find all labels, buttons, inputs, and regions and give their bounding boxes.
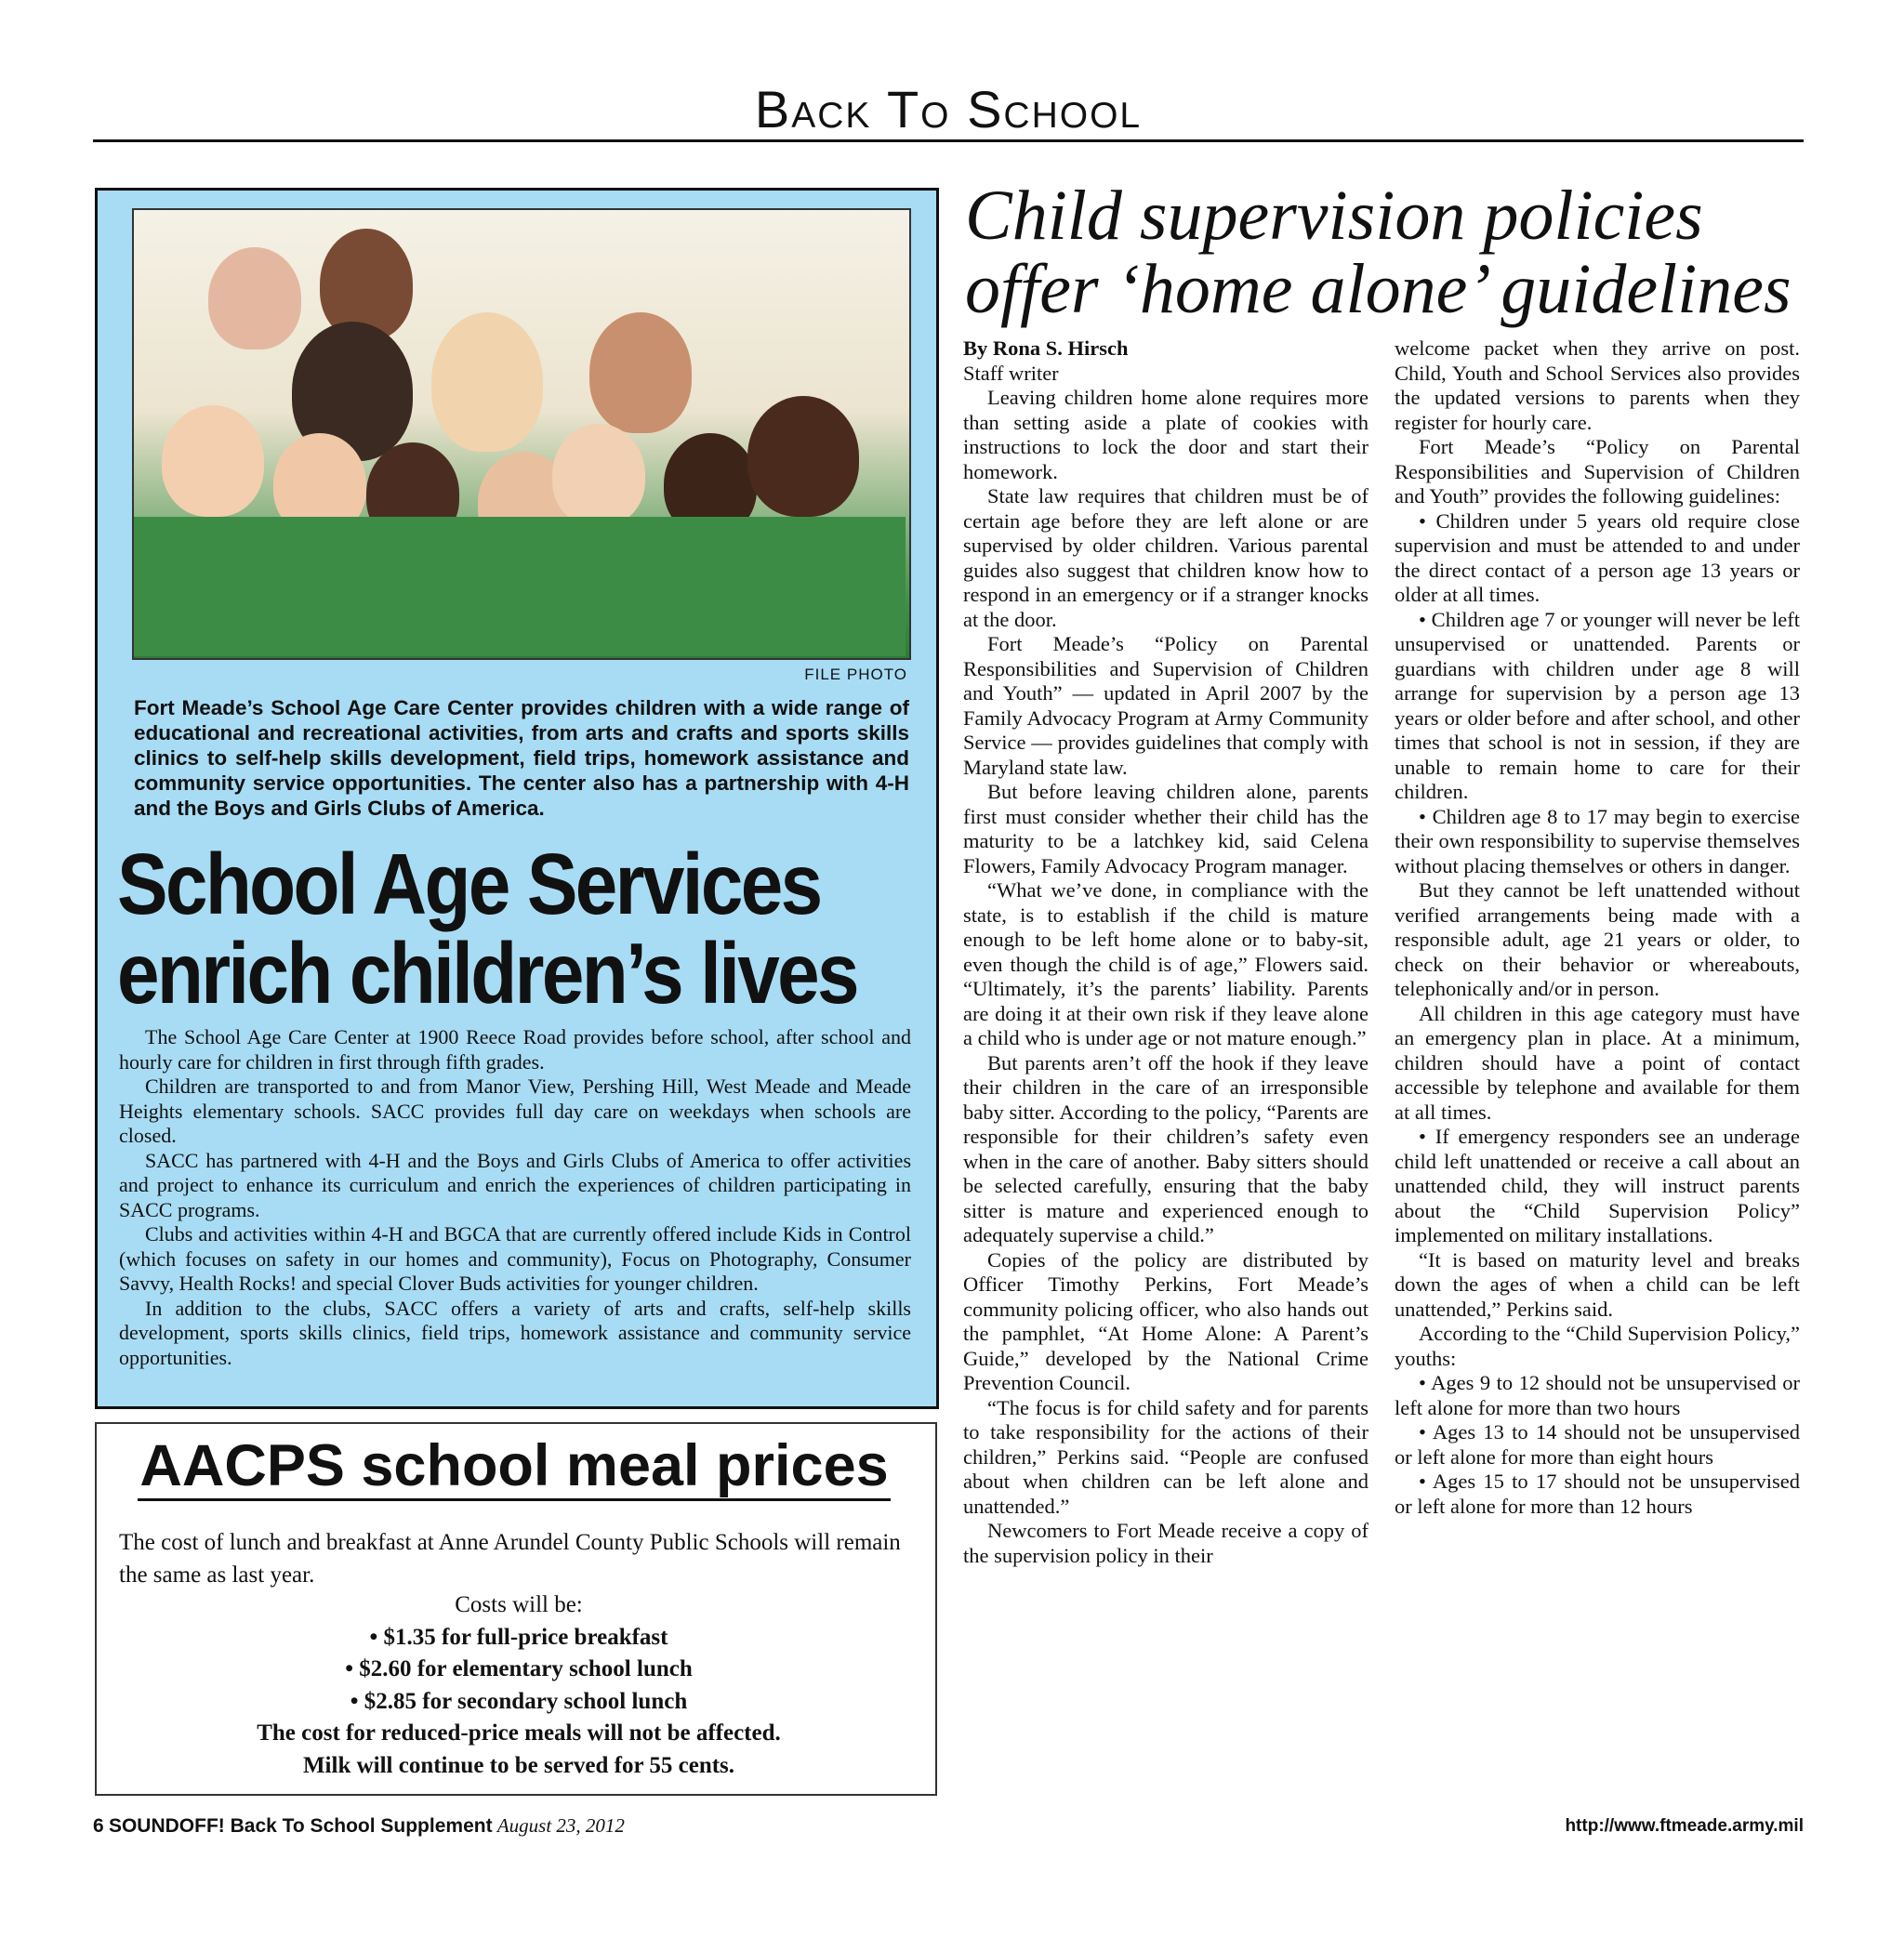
article-column-2 bbox=[1395, 336, 1800, 1519]
article-headline-line2: offer ‘home alone’ guidelines bbox=[965, 250, 1792, 328]
sidebar-paragraph: SACC has partnered with 4-H and the Boys and Girls Clubs of America to offer activities and project to enhance its curriculum and enrich the experiences of children participating in SACC programs. bbox=[119, 1148, 911, 1221]
children-group-photo bbox=[132, 208, 911, 660]
guideline-item: • If emergency responders see an underage child left unattended or receive a call about an unattended child, they will instruct parents about the “Child Supervision Policy” implemented on military installations. bbox=[1395, 1125, 1800, 1246]
article-paragraph: According to the “Child Supervision Policy,” youths: bbox=[1395, 1322, 1800, 1370]
meal-intro: The cost of lunch and breakfast at Anne Arundel County Public Schools will remain the same as last year. bbox=[119, 1530, 901, 1588]
meal-costs bbox=[119, 1589, 919, 1782]
article-paragraph: Fort Meade’s “Policy on Parental Responsibilities and Supervision of Children and Youth” provides the following guidelines: bbox=[1395, 435, 1800, 508]
sidebar-headline bbox=[117, 836, 857, 1022]
byline-role: Staff writer bbox=[963, 361, 1059, 385]
age-guideline: • Ages 13 to 14 should not be unsupervised or left alone for more than eight hours bbox=[1395, 1420, 1800, 1469]
article-paragraph: “What we’ve done, in compliance with the state, is to establish if the child is mature enough to be left home alone or to baby-sit, even though the child is of age,” Flowers said. “Ultimately, it’s the parents’ liability. Parents are doing it at their own risk if they leave alone a child who is under age or not mature enough.” bbox=[963, 878, 1368, 1049]
reduced-price-note: The cost for reduced-price meals will not be affected. bbox=[257, 1720, 781, 1746]
sidebar-headline-line1: School Age Services bbox=[117, 836, 821, 932]
article-paragraph: Newcomers to Fort Meade receive a copy of the supervision policy in their bbox=[963, 1519, 1368, 1567]
article-paragraph: Fort Meade’s “Policy on Parental Responsibilities and Supervision of Children and Youth” — updated in April 2007 by the Family Advocacy Program at Army Community Service — provides guidelines that comply with Maryland state law. bbox=[963, 632, 1368, 779]
age-guideline: • Ages 15 to 17 should not be unsupervised or left alone for more than 12 hours bbox=[1395, 1470, 1800, 1518]
publication-date: August 23, 2012 bbox=[496, 1814, 625, 1837]
price-item: • $2.85 for secondary school lunch bbox=[350, 1688, 688, 1714]
article-column-1 bbox=[963, 336, 1368, 1568]
sidebar-paragraph: In addition to the clubs, SACC offers a variety of arts and crafts, self-help skills development, sports skills clinics, field trips, homework assistance and community service opportunities. bbox=[119, 1296, 911, 1369]
milk-note: Milk will continue to be served for 55 cents. bbox=[302, 1752, 735, 1778]
article-paragraph: But parents aren’t off the hook if they leave their children in the care of an irresponsible baby sitter. According to the policy, “Parents are responsible for their children’s safety even when in the care of another. Baby sitters should be selected carefully, ensuring that the baby sitter is mature and experienced enough to adequately supervise a child.” bbox=[963, 1050, 1368, 1246]
byline: By Rona S. Hirsch bbox=[963, 336, 1129, 360]
article-paragraph: But they cannot be left unattended without verified arrangements being made with a responsible adult, age 21 years or older, to check on their behavior or whereabouts, telephonically and/or in person. bbox=[1395, 878, 1800, 1000]
sidebar-paragraph: Clubs and activities within 4-H and BGCA that are currently offered include Kids in Control (which focuses on safety in our homes and community), Focus on Photography, Consumer Savvy, Health Rocks! and special Clover Buds activities for younger children. bbox=[119, 1222, 911, 1295]
sidebar-headline-line2: enrich children’s lives bbox=[117, 925, 857, 1022]
price-item: • $1.35 for full-price breakfast bbox=[369, 1624, 668, 1650]
article-headline-line1: Child supervision policies bbox=[965, 177, 1703, 255]
footer-folio bbox=[93, 1814, 625, 1838]
article-paragraph: “The focus is for child safety and for parents to take responsibility for the actions of their children,” Perkins said. “People are confused about when children can be left alone and unattended.” bbox=[963, 1395, 1368, 1518]
meal-title-rule bbox=[138, 1498, 891, 1501]
photo-credit: FILE PHOTO bbox=[804, 666, 907, 683]
guideline-item: • Children age 8 to 17 may begin to exercise their own responsibility to supervise themselves without placing themselves or others in danger. bbox=[1395, 804, 1800, 877]
header-rule bbox=[93, 139, 1804, 142]
age-guideline: • Ages 9 to 12 should not be unsupervised or left alone for more than two hours bbox=[1395, 1371, 1800, 1419]
sidebar-paragraph: The School Age Care Center at 1900 Reece Road provides before school, after school and hourly care for children in first through fifth grades. bbox=[119, 1025, 911, 1074]
page-number: 6 bbox=[93, 1815, 104, 1837]
photo-caption: Fort Meade’s School Age Care Center provides children with a wide range of educational and recreational activities, from arts and crafts and sports skills clinics to self-help skills development, field trips, homework assistance and community service opportunities. The center also has a partnership with 4-H and the Boys and Girls Clubs of America. bbox=[134, 696, 909, 820]
article-headline bbox=[965, 179, 1820, 326]
sidebar-paragraph: Children are transported to and from Manor View, Pershing Hill, West Meade and Meade Heights elementary schools. SACC provides full day care on weekdays when schools are closed. bbox=[119, 1074, 911, 1147]
guideline-item: • Children under 5 years old require close supervision and must be attended to and under the direct contact of a person age 13 years or older at all times. bbox=[1395, 508, 1800, 606]
article-paragraph: But before leaving children alone, parents first must consider whether their child has the maturity to be a latchkey kid, said Celena Flowers, Family Advocacy Program manager. bbox=[963, 780, 1368, 877]
sidebar-body bbox=[119, 1025, 911, 1370]
article-paragraph: All children in this age category must have an emergency plan in place. At a minimum, children should have a point of contact accessible by telephone and available for them at all times. bbox=[1395, 1001, 1800, 1124]
article-paragraph: Leaving children home alone requires more than setting aside a plate of cookies with instructions to lock the door and start their homework. bbox=[963, 386, 1368, 483]
meal-prices-title: AACPS school meal prices bbox=[139, 1433, 889, 1498]
article-paragraph-continued: welcome packet when they arrive on post. Child, Youth and School Services also provides the updated versions to parents when they register for hourly care. bbox=[1395, 336, 1800, 434]
article-paragraph: State law requires that children must be of certain age before they are left alone or are supervised by older children. Various parental guides also suggest that children know how to respond in an emergency or if a stranger knocks at the door. bbox=[963, 484, 1368, 631]
footer-url[interactable]: http://www.ftmeade.army.mil bbox=[1565, 1816, 1804, 1836]
publication-name: SOUNDOFF! Back To School Supplement bbox=[108, 1815, 493, 1837]
costs-label: Costs will be: bbox=[455, 1592, 583, 1617]
section-header: Back To School bbox=[754, 80, 1143, 138]
article-paragraph: Copies of the policy are distributed by Officer Timothy Perkins, Fort Meade’s community policing officer, who also hands out the pamphlet, “At Home Alone: A Parent’s Guide,” developed by the National Crime Prevention Council. bbox=[963, 1247, 1368, 1394]
article-paragraph: “It is based on maturity level and breaks down the ages of when a child can be left unattended,” Perkins said. bbox=[1395, 1247, 1800, 1321]
guideline-item: • Children age 7 or younger will never be left unsupervised or unattended. Parents or guardians with children under age 8 will arrange for supervision by a person age 13 years or older before and after school, and other times that school is not in session, if they are unable to remain home to care for their children. bbox=[1395, 607, 1800, 803]
price-item: • $2.60 for elementary school lunch bbox=[345, 1656, 693, 1681]
